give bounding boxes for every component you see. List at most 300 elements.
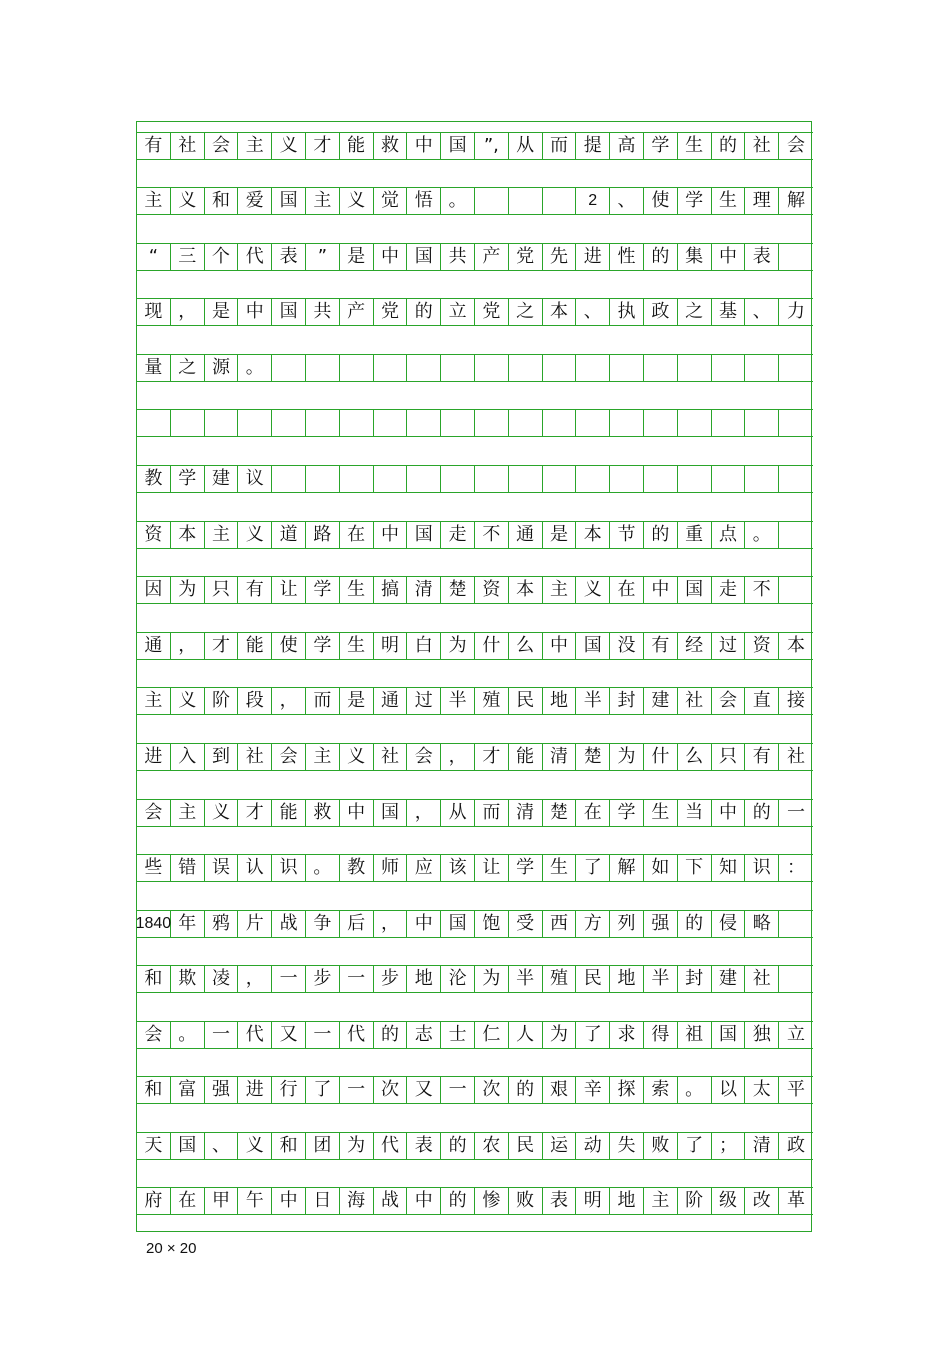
grid-cell: 中: [374, 243, 408, 271]
grid-cell: 政: [779, 1132, 813, 1160]
grid-row: [137, 1187, 813, 1215]
grid-cell: 国: [407, 243, 441, 271]
grid-cell: 如: [644, 854, 678, 882]
grid-cell: 进: [137, 743, 171, 771]
grid-row: [137, 854, 813, 882]
grid-cell: 片: [238, 910, 272, 938]
grid-cell: 清: [745, 1132, 779, 1160]
grid-cell: 1840: [137, 910, 171, 938]
grid-cell: 民: [509, 1132, 543, 1160]
grid-cell: 生: [543, 854, 577, 882]
grid-cell: 使: [644, 187, 678, 215]
grid-cell: [610, 354, 644, 382]
grid-cell: 受: [509, 910, 543, 938]
grid-cell: 过: [407, 687, 441, 715]
grid-cell: 集: [678, 243, 712, 271]
grid-cell: [374, 409, 408, 437]
grid-cell: 让: [272, 576, 306, 604]
grid-cell: [779, 910, 813, 938]
grid-cell: 义: [340, 743, 374, 771]
grid-cell: [779, 243, 813, 271]
grid-cell: 国: [407, 521, 441, 549]
grid-cell: [374, 354, 408, 382]
grid-cell: 、: [610, 187, 644, 215]
grid-cell: [340, 354, 374, 382]
grid-cell: 个: [205, 243, 239, 271]
grid-cell: ，: [272, 687, 306, 715]
grid-cell: 之: [509, 298, 543, 326]
grid-cell: 会: [712, 687, 746, 715]
grid-size-label: 20 × 20: [146, 1240, 197, 1257]
grid-cell: 路: [306, 521, 340, 549]
grid-cell: 才: [306, 132, 340, 160]
grid-cell: 爱: [238, 187, 272, 215]
grid-cell: 中: [543, 632, 577, 660]
grid-cell: [712, 409, 746, 437]
grid-cell: 社: [779, 743, 813, 771]
grid-cell: 的: [678, 910, 712, 938]
grid-cell: 。: [171, 1021, 205, 1049]
grid-cell: 该: [441, 854, 475, 882]
grid-cell: [137, 409, 171, 437]
grid-cell: 略: [745, 910, 779, 938]
grid-cell: 败: [509, 1187, 543, 1215]
grid-cell: 的: [441, 1132, 475, 1160]
grid-cell: 中: [340, 799, 374, 827]
grid-cell: 党: [475, 298, 509, 326]
grid-cell: 明: [374, 632, 408, 660]
grid-cell: [712, 354, 746, 382]
grid-cell: 鸦: [205, 910, 239, 938]
grid-cell: ”,: [475, 132, 509, 160]
grid-cell: 战: [272, 910, 306, 938]
grid-cell: [644, 409, 678, 437]
grid-cell: 国: [678, 576, 712, 604]
grid-cell: 为: [171, 576, 205, 604]
grid-cell: 重: [678, 521, 712, 549]
grid-cell: ；: [712, 1132, 746, 1160]
grid-cell: 午: [238, 1187, 272, 1215]
grid-cell: 段: [238, 687, 272, 715]
grid-cell: 明: [576, 1187, 610, 1215]
grid-cell: 不: [475, 521, 509, 549]
grid-cell: [745, 465, 779, 493]
grid-cell: 生: [340, 576, 374, 604]
grid-cell: [576, 409, 610, 437]
grid-cell: 一: [205, 1021, 239, 1049]
grid-cell: [678, 354, 712, 382]
grid-cell: 道: [272, 521, 306, 549]
grid-cell: 使: [272, 632, 306, 660]
grid-cell: 政: [644, 298, 678, 326]
grid-row: [137, 1076, 813, 1104]
grid-cell: [745, 354, 779, 382]
grid-cell: ，: [407, 799, 441, 827]
grid-cell: [678, 465, 712, 493]
grid-cell: 建: [644, 687, 678, 715]
grid-cell: 日: [306, 1187, 340, 1215]
grid-cell: 社: [238, 743, 272, 771]
grid-cell: 会: [137, 1021, 171, 1049]
grid-cell: 农: [475, 1132, 509, 1160]
grid-cell: 海: [340, 1187, 374, 1215]
grid-cell: 表: [407, 1132, 441, 1160]
grid-cell: 解: [779, 187, 813, 215]
grid-cell: 志: [407, 1021, 441, 1049]
grid-cell: 清: [509, 799, 543, 827]
grid-cell: 辛: [576, 1076, 610, 1104]
grid-cell: 。: [238, 354, 272, 382]
grid-cell: 和: [205, 187, 239, 215]
grid-cell: 探: [610, 1076, 644, 1104]
grid-cell: 封: [610, 687, 644, 715]
grid-cell: 走: [441, 521, 475, 549]
grid-cell: [441, 409, 475, 437]
grid-cell: [779, 465, 813, 493]
grid-cell: 会: [205, 132, 239, 160]
grid-cell: [441, 354, 475, 382]
grid-cell: 以: [712, 1076, 746, 1104]
grid-cell: [407, 465, 441, 493]
grid-cell: 直: [745, 687, 779, 715]
grid-cell: 能: [272, 799, 306, 827]
grid-cell: [475, 354, 509, 382]
grid-cell: 动: [576, 1132, 610, 1160]
grid-cell: 有: [745, 743, 779, 771]
grid-cell: [779, 521, 813, 549]
grid-cell: 和: [272, 1132, 306, 1160]
grid-cell: ，: [238, 965, 272, 993]
grid-cell: 半: [441, 687, 475, 715]
grid-cell: 应: [407, 854, 441, 882]
grid-cell: ，: [374, 910, 408, 938]
grid-cell: 代: [374, 1132, 408, 1160]
grid-cell: 下: [678, 854, 712, 882]
grid-cell: 国: [272, 187, 306, 215]
grid-cell: 是: [340, 243, 374, 271]
grid-cell: 之: [678, 298, 712, 326]
grid-cell: 国: [712, 1021, 746, 1049]
grid-cell: [509, 465, 543, 493]
grid-cell: 有: [644, 632, 678, 660]
grid-cell: 义: [238, 521, 272, 549]
grid-cell: 又: [407, 1076, 441, 1104]
grid-cell: 是: [340, 687, 374, 715]
grid-cell: 因: [137, 576, 171, 604]
grid-cell: 资: [137, 521, 171, 549]
grid-cell: 国: [576, 632, 610, 660]
grid-cell: 天: [137, 1132, 171, 1160]
grid-cell: 主: [205, 521, 239, 549]
grid-cell: 是: [205, 298, 239, 326]
grid-cell: 能: [340, 132, 374, 160]
grid-cell: [475, 465, 509, 493]
grid-cell: 白: [407, 632, 441, 660]
grid-cell: 悟: [407, 187, 441, 215]
grid-cell: [644, 354, 678, 382]
grid-cell: 欺: [171, 965, 205, 993]
grid-cell: 量: [137, 354, 171, 382]
grid-cell: 和: [137, 1076, 171, 1104]
grid-cell: 经: [678, 632, 712, 660]
grid-cell: [712, 465, 746, 493]
grid-cell: 识: [745, 854, 779, 882]
grid-cell: 求: [610, 1021, 644, 1049]
grid-cell: [644, 465, 678, 493]
grid-cell: 中: [644, 576, 678, 604]
grid-cell: 生: [340, 632, 374, 660]
grid-cell: 共: [306, 298, 340, 326]
grid-cell: 能: [509, 743, 543, 771]
grid-cell: 运: [543, 1132, 577, 1160]
grid-cell: 基: [712, 298, 746, 326]
grid-cell: 义: [576, 576, 610, 604]
grid-cell: 立: [441, 298, 475, 326]
grid-cell: 饱: [475, 910, 509, 938]
grid-cell: ：: [779, 854, 813, 882]
grid-cell: 入: [171, 743, 205, 771]
grid-cell: 失: [610, 1132, 644, 1160]
grid-cell: 社: [745, 965, 779, 993]
grid-cell: 主: [137, 687, 171, 715]
grid-cell: [610, 465, 644, 493]
grid-cell: [576, 465, 610, 493]
grid-cell: 生: [712, 187, 746, 215]
grid-cell: 平: [779, 1076, 813, 1104]
grid-cell: 楚: [576, 743, 610, 771]
grid-cell: 年: [171, 910, 205, 938]
grid-cell: 让: [475, 854, 509, 882]
grid-cell: [745, 409, 779, 437]
grid-cell: 接: [779, 687, 813, 715]
grid-cell: 在: [610, 576, 644, 604]
grid-cell: 强: [205, 1076, 239, 1104]
grid-cell: [610, 409, 644, 437]
grid-cell: [779, 354, 813, 382]
grid-cell: 学: [306, 576, 340, 604]
manuscript-grid: [136, 121, 812, 1232]
grid-cell: 高: [610, 132, 644, 160]
grid-cell: 一: [340, 1076, 374, 1104]
grid-cell: 从: [441, 799, 475, 827]
grid-row: [137, 465, 813, 493]
grid-cell: 楚: [441, 576, 475, 604]
grid-cell: 先: [543, 243, 577, 271]
grid-cell: [205, 409, 239, 437]
grid-row: [137, 1132, 813, 1160]
grid-cell: 学: [306, 632, 340, 660]
grid-row: [137, 1021, 813, 1049]
grid-cell: 代: [238, 243, 272, 271]
grid-row: [137, 576, 813, 604]
grid-cell: 主: [137, 187, 171, 215]
grid-cell: ”: [306, 243, 340, 271]
grid-cell: 。: [678, 1076, 712, 1104]
grid-cell: 义: [340, 187, 374, 215]
grid-cell: 的: [441, 1187, 475, 1215]
grid-cell: 有: [137, 132, 171, 160]
grid-cell: 之: [171, 354, 205, 382]
grid-cell: 资: [745, 632, 779, 660]
grid-cell: 产: [340, 298, 374, 326]
grid-cell: 中: [374, 521, 408, 549]
grid-cell: 中: [407, 1187, 441, 1215]
grid-cell: 阶: [678, 1187, 712, 1215]
grid-cell: 当: [678, 799, 712, 827]
grid-cell: 封: [678, 965, 712, 993]
grid-row: [137, 243, 813, 271]
grid-cell: 生: [678, 132, 712, 160]
grid-cell: 、: [576, 298, 610, 326]
grid-cell: 党: [374, 298, 408, 326]
grid-cell: 本: [576, 521, 610, 549]
grid-cell: 阶: [205, 687, 239, 715]
grid-cell: 为: [543, 1021, 577, 1049]
grid-cell: 性: [610, 243, 644, 271]
grid-cell: 的: [644, 243, 678, 271]
grid-cell: 社: [171, 132, 205, 160]
grid-cell: 三: [171, 243, 205, 271]
grid-cell: 又: [272, 1021, 306, 1049]
grid-cell: 中: [712, 799, 746, 827]
grid-cell: 了: [678, 1132, 712, 1160]
grid-cell: 从: [509, 132, 543, 160]
grid-cell: [407, 354, 441, 382]
grid-cell: 议: [238, 465, 272, 493]
grid-cell: 索: [644, 1076, 678, 1104]
grid-cell: 和: [137, 965, 171, 993]
grid-cell: 民: [509, 687, 543, 715]
grid-cell: 仁: [475, 1021, 509, 1049]
grid-cell: 代: [238, 1021, 272, 1049]
grid-cell: 级: [712, 1187, 746, 1215]
grid-cell: 了: [306, 1076, 340, 1104]
grid-cell: 步: [374, 965, 408, 993]
grid-cell: 学: [644, 132, 678, 160]
grid-cell: 现: [137, 298, 171, 326]
grid-cell: 2: [576, 187, 610, 215]
grid-cell: 殖: [543, 965, 577, 993]
grid-cell: 强: [644, 910, 678, 938]
grid-cell: [340, 409, 374, 437]
grid-cell: 了: [576, 1021, 610, 1049]
grid-cell: 认: [238, 854, 272, 882]
grid-cell: [171, 409, 205, 437]
grid-cell: 误: [205, 854, 239, 882]
grid-cell: [272, 409, 306, 437]
grid-cell: 为: [441, 632, 475, 660]
grid-cell: 本: [779, 632, 813, 660]
grid-cell: “: [137, 243, 171, 271]
grid-cell: 学: [171, 465, 205, 493]
grid-cell: [779, 409, 813, 437]
grid-cell: 国: [441, 910, 475, 938]
grid-cell: 什: [644, 743, 678, 771]
grid-cell: 甲: [205, 1187, 239, 1215]
grid-cell: 资: [475, 576, 509, 604]
grid-cell: ，: [171, 298, 205, 326]
grid-cell: 救: [374, 132, 408, 160]
grid-cell: 进: [576, 243, 610, 271]
grid-cell: 半: [509, 965, 543, 993]
grid-cell: [475, 409, 509, 437]
grid-cell: 。: [306, 854, 340, 882]
grid-cell: 么: [678, 743, 712, 771]
grid-cell: 次: [475, 1076, 509, 1104]
grid-cell: 通: [509, 521, 543, 549]
grid-cell: 中: [712, 243, 746, 271]
grid-cell: 表: [745, 243, 779, 271]
grid-cell: 节: [610, 521, 644, 549]
grid-cell: 在: [171, 1187, 205, 1215]
grid-cell: [272, 354, 306, 382]
grid-cell: 义: [272, 132, 306, 160]
grid-cell: 共: [441, 243, 475, 271]
grid-cell: 士: [441, 1021, 475, 1049]
grid-cell: 地: [610, 965, 644, 993]
grid-cell: 通: [374, 687, 408, 715]
grid-cell: 在: [576, 799, 610, 827]
grid-cell: 只: [205, 576, 239, 604]
grid-cell: 建: [712, 965, 746, 993]
grid-cell: 中: [407, 132, 441, 160]
grid-cell: 的: [509, 1076, 543, 1104]
grid-cell: [576, 354, 610, 382]
grid-row: [137, 965, 813, 993]
grid-cell: 产: [475, 243, 509, 271]
grid-cell: 惨: [475, 1187, 509, 1215]
grid-cell: 主: [306, 187, 340, 215]
grid-cell: 走: [712, 576, 746, 604]
grid-cell: 、: [205, 1132, 239, 1160]
grid-cell: 中: [407, 910, 441, 938]
grid-cell: 清: [543, 743, 577, 771]
grid-cell: 一: [779, 799, 813, 827]
grid-cell: [306, 409, 340, 437]
grid-cell: 力: [779, 298, 813, 326]
grid-cell: 搞: [374, 576, 408, 604]
grid-cell: [306, 465, 340, 493]
grid-cell: 执: [610, 298, 644, 326]
grid-cell: 主: [306, 743, 340, 771]
grid-cell: 殖: [475, 687, 509, 715]
grid-cell: ，: [441, 743, 475, 771]
grid-cell: 社: [678, 687, 712, 715]
grid-cell: 解: [610, 854, 644, 882]
grid-cell: 革: [779, 1187, 813, 1215]
grid-cell: 学: [509, 854, 543, 882]
grid-cell: [779, 576, 813, 604]
grid-cell: 才: [475, 743, 509, 771]
grid-cell: 为: [610, 743, 644, 771]
grid-row: [137, 409, 813, 437]
grid-cell: 识: [272, 854, 306, 882]
grid-cell: 独: [745, 1021, 779, 1049]
grid-cell: 会: [137, 799, 171, 827]
grid-cell: [509, 354, 543, 382]
grid-cell: 人: [509, 1021, 543, 1049]
grid-cell: [543, 409, 577, 437]
grid-cell: 只: [712, 743, 746, 771]
grid-row: [137, 354, 813, 382]
grid-cell: 战: [374, 1187, 408, 1215]
grid-cell: 主: [543, 576, 577, 604]
grid-row: [137, 187, 813, 215]
grid-cell: 富: [171, 1076, 205, 1104]
grid-cell: 一: [272, 965, 306, 993]
grid-cell: 得: [644, 1021, 678, 1049]
grid-cell: 学: [610, 799, 644, 827]
